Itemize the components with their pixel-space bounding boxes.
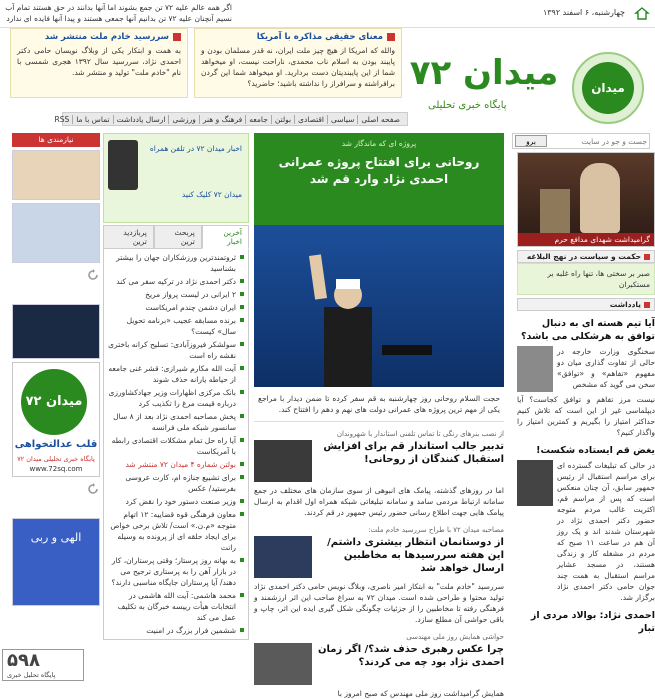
- photo-figure: [580, 163, 620, 233]
- mobile-app-ad[interactable]: [103, 133, 249, 223]
- section-title: حکمت و سیاست در نهج البلاغه: [526, 252, 641, 261]
- nav-society[interactable]: جامعه: [245, 115, 271, 124]
- ads-column: [12, 133, 100, 606]
- nav-culture[interactable]: فرهنگ و هنر: [199, 115, 245, 124]
- list-item[interactable]: برای تشییع جنازه ام، کارت عروسی بفرستید/ عکس: [108, 471, 244, 495]
- article-photo: [517, 460, 553, 506]
- center-column: [254, 133, 504, 699]
- ad-line: اخبار میدان ۷۲ در تلفن همراه: [149, 144, 242, 153]
- news-thumbnail[interactable]: [254, 536, 312, 578]
- logo-text: میدان ۷۲: [409, 53, 559, 93]
- quote-ticker[interactable]: اگر همه عالم علیه ۷۲ تن جمع بشوند اما آنها بدانند در حق هستند تمام آب نسیم آنچنان علیه ۷۲ تن بدانیم آنها جمعی هستند و پیدا آنها فایده ای ندارد: [5, 3, 232, 23]
- opinion-text: سخنگوی وزارت خارجه در حالی از تفاوت گذاری میان دو مفهوم «تفاهم» و «توافق» سخن می گوید که مشخص: [557, 347, 655, 389]
- nav-sports[interactable]: ورزشی: [168, 115, 198, 124]
- opinion-item[interactable]: [517, 609, 655, 635]
- news-item[interactable]: [254, 526, 504, 625]
- news-item[interactable]: [254, 430, 504, 518]
- phone-image: [108, 140, 138, 190]
- site-slogan: پایگاه خبری تحلیلی: [428, 100, 507, 111]
- news-thumbnail[interactable]: [254, 440, 312, 482]
- top-bar: [0, 0, 655, 28]
- nav-bulletin[interactable]: بولتن: [271, 115, 294, 124]
- news-title[interactable]: چرا عکس رهبری حذف شد؟/ اگر زمان احمدی نژاد بود چه می کردند؟: [317, 644, 504, 668]
- watermark-text: پایگاه تحلیل خبری: [7, 671, 56, 679]
- bullet-icon: [387, 33, 395, 41]
- photo-figure: [540, 189, 570, 237]
- ad-line: میدان ۷۲ کلیک کنید: [181, 190, 242, 199]
- opinion-title[interactable]: آیا تیم هسته ای به دنبال توافق به هرشکلی می باشد؟: [521, 318, 655, 342]
- reload-icon[interactable]: [86, 268, 100, 282]
- author-photo: [517, 346, 553, 392]
- calligraphy-ad[interactable]: [12, 518, 100, 606]
- list-item[interactable]: ۲ ایرانی در لیست پرواز مریخ: [108, 288, 244, 301]
- opinion-text: در حالی که تبلیغات گسترده ای برای مراسم استقبال از رئیس جمهور سابق، آن چنان منعکس است که پس از مراسم قم، اکثریت غالب مردم متوجه حضور دکتر احمدی نژاد در شهرستان شدند اند و یک روز آن هم در ساعت ۱۱ صبح که مردم در مشغله کار و زندگی هستند، در مسجد عشایر مراسم استقبال به همت چند جوان حامی دکتر احمدی نژاد برگزار شد.: [557, 461, 655, 602]
- search-button[interactable]: برو: [515, 135, 547, 147]
- section-header: [517, 298, 655, 311]
- search-box: [512, 133, 650, 149]
- promo-text: به همت و ابتکار یکی از وبلاگ نویسان حامی دکتر احمدی نژاد، سررسید سال ۱۳۹۲ هجری شمسی با نام "خادم ملت" تولید و منتشر شد.: [17, 46, 181, 77]
- featured-image[interactable]: [517, 152, 655, 247]
- news-title[interactable]: از دوستانمان انتظار بیشتری داشتم/ این هفته سررسیدها به مخاطبین ارسال خواهد شد: [327, 537, 504, 574]
- list-item[interactable]: محمد هاشمی: آیت الله هاشمی در انتخابات هیأت رییسه خبرگان به تکلیف عمل می کند: [108, 589, 244, 624]
- list-item[interactable]: ثروتمندترین ورزشکاران جهان را بیشتر بشناسید: [108, 251, 244, 275]
- ad-banner[interactable]: [12, 304, 100, 359]
- promo-small: پایگاه خبری تحلیلی میدان ۷۲: [17, 455, 95, 463]
- news-kicker: از نصب بنرهای رنگی تا تماس تلفنی استاندار با شهروندان: [336, 430, 504, 438]
- bullet-icon: [644, 302, 650, 308]
- right-column: [512, 152, 655, 638]
- promo-url: www.72sq.com: [29, 465, 83, 473]
- current-date: چهارشنبه، ۶ اسفند ۱۳۹۲: [542, 8, 625, 17]
- list-item[interactable]: بولتن شماره ۴ میدان ۷۲ منتشر شد: [108, 458, 244, 471]
- featured-caption[interactable]: گرامیداشت شهدای مدافع حرم: [518, 233, 654, 246]
- latest-news-column: [103, 133, 249, 640]
- opinion-title[interactable]: یغض قم ایستاده شکست!: [536, 445, 655, 456]
- nav-send-note[interactable]: ارسال یادداشت: [113, 115, 169, 124]
- badge-text: میدان: [582, 62, 634, 114]
- list-item[interactable]: ایران دشمن چندم امریکاست: [108, 301, 244, 314]
- news-tabs: [103, 225, 249, 249]
- tab-latest[interactable]: آخرین اخبار: [202, 225, 249, 249]
- list-item[interactable]: دکتر احمدی نژاد در ترکیه سفر می کند: [108, 275, 244, 288]
- news-kicker: حواشی همایش روز ملی مهندسی: [406, 633, 504, 641]
- list-item[interactable]: سولشکر فیروزآبادی: تسلیح کرانه باختری نقشه راه است: [108, 338, 244, 362]
- promo-title[interactable]: معنای حقیقی مذاکره با آمریکا: [256, 32, 383, 42]
- reload-icon[interactable]: [86, 482, 100, 496]
- logo-badge: [572, 52, 644, 124]
- list-item[interactable]: آیت الله مکارم شیرازی: قشر غنی جامعه از حیاطه یارانه حذف شوند: [108, 362, 244, 386]
- watermark-logo: [2, 649, 84, 681]
- logo-wordmark: [410, 52, 558, 92]
- bullet-icon: [173, 33, 181, 41]
- news-item[interactable]: [254, 633, 504, 699]
- nav-rss[interactable]: RSS: [54, 114, 70, 124]
- site-logo[interactable]: [410, 30, 650, 110]
- opinion-item[interactable]: [517, 444, 655, 603]
- classifieds-header[interactable]: نیازمندی ها: [12, 133, 100, 147]
- list-item[interactable]: به بهانه روز پرستار؛ وقتی پرستاران، کار در بازار آهن را به پرستاری ترجیح می دهند/ آیا پرستاران جایگاه مناسبی دارند؟: [108, 554, 244, 589]
- home-icon[interactable]: [635, 7, 649, 20]
- list-item[interactable]: برنده مسابقه عجیب «برنامه تحویل سال» کیست؟: [108, 314, 244, 338]
- nav-politics[interactable]: سیاسی: [327, 115, 357, 124]
- ad-banner[interactable]: [12, 203, 100, 263]
- search-input[interactable]: [549, 135, 647, 147]
- wisdom-box[interactable]: صبر بر سختی ها، تنها راه غلبه بر مستکبران: [517, 263, 655, 295]
- promo-text: والله که امریکا از هیچ چیز ملت ایران، نه قدر مسلمان بودن و پایبند بودن به اسلام ناب محمدی، ناراحت نیست، او میخواهد شما از این پایبندیتان دست بردارید. او میخواهد شما این گردن برافراشته و سرافراز را نداشته باشید؛ حاضرید؟: [201, 46, 395, 88]
- microphone-stand: [382, 345, 432, 355]
- promo-slogan: قلب عدالتخواهی: [14, 439, 98, 450]
- list-item[interactable]: وزیر صنعت دستور خود را نقض کرد: [108, 495, 244, 508]
- opinion-text-more: نیست مرز تفاهم و توافق کجاست؟ آیا دیپلماسی غیر از این است که تلاش کنیم حداکثر امتیاز را بگیریم و کمترین امتیاز را واگذار کنیم؟: [517, 395, 655, 437]
- promo-title[interactable]: سررسید خادم ملت منتشر شد: [44, 32, 169, 42]
- nav-home[interactable]: صفحه اصلی: [357, 115, 403, 124]
- news-summary: سررسید "خادم ملت" به ابتکار امیر ناصری، وبلاگ نویس حامی دکتر احمدی نژاد تولید محتوا و طراحی شده است. میدان ۷۲ به سراغ صاحب این اثر ارزشمند و فرهنگی رفته تا مخاطبین را از جزئیات چگونگی شکل گیری ایده این اثر، چاپ و باقی حواشی آن مطلع سازد.: [254, 582, 504, 624]
- list-item[interactable]: آیا راه حل تمام مشکلات اقتصادی رابطه با آمریکاست: [108, 434, 244, 458]
- news-summary: همایش گرامیداشت روز ملی مهندس که صبح امروز با: [337, 689, 504, 698]
- speaker-figure: [310, 251, 382, 387]
- lead-story-header[interactable]: [254, 133, 504, 225]
- tab-most-viewed[interactable]: پربازدید ترین: [103, 225, 154, 249]
- lead-kicker: پروژه ای که ماندگار شد: [341, 139, 417, 148]
- promo-badge: میدان ۷۲: [21, 369, 87, 435]
- opinion-item[interactable]: [517, 317, 655, 438]
- opinion-title[interactable]: احمدی نژاد: بوالاد مردی از تبار: [530, 610, 655, 634]
- lead-image[interactable]: [254, 225, 504, 387]
- news-thumbnail[interactable]: [254, 643, 312, 685]
- news-title[interactable]: تدبیر جالب استاندار قم برای افزایش استقبال کنندگان از روحانی!: [323, 441, 504, 465]
- section-title: یادداشت: [609, 300, 641, 309]
- promo-box-negotiation[interactable]: [194, 28, 402, 98]
- news-kicker: مصاحبه میدان ۷۲ با طراح سررسید خادم ملت:: [368, 526, 504, 534]
- list-item[interactable]: معاون فرهنگی قوه قضاییه: ۱۲ اتهام متوجه «م.ن.» است/ تلاش برخی خواص برای ایجاد حلقه ای از پرونده به وسیله رانت: [108, 508, 244, 554]
- tab-most-discussed[interactable]: پربحث ترین: [154, 225, 202, 249]
- ad-banner[interactable]: [12, 150, 100, 200]
- nav-economy[interactable]: اقتصادی: [294, 115, 327, 124]
- nav-contact[interactable]: تماس با ما: [72, 115, 112, 124]
- list-item[interactable]: پخش مصاحبه احمدی نژاد بعد از ۸ سال سانسور شبکه ملی فرانسه: [108, 410, 244, 434]
- calligraphy-text: الهی و ربی: [30, 531, 82, 544]
- lead-summary: حجت السلام روحانی روز چهارشنبه به قم سفر کرده تا ضمن دیدار با مراجع یکی از مهم ترین پروژه های عمرانی دولت های نهم و دهم را افتتاح کند.: [254, 387, 504, 422]
- promo-box-calendar[interactable]: [10, 28, 188, 98]
- watermark-number: ۵۹۸: [7, 650, 40, 671]
- news-summary: اما در روزهای گذشته، پیامک های انبوهی از سوی سازمان های مختلف در جمع سامانه ارتباط مردمی سامد و سامانه تبلیغاتی شبکه همراه اول اقدام به ارسال پیامک هایی جهت اطلاع رسانی حضور رئیس جمهور در قم کردند.: [254, 486, 504, 517]
- section-header: [517, 250, 655, 263]
- site-promo-ad[interactable]: [12, 362, 100, 477]
- news-list: [103, 249, 249, 640]
- list-item[interactable]: بانک مرکزی اظهارات وزیر جهادکشاورزی درباره قیمت مرغ را تکذیب کرد: [108, 386, 244, 410]
- lead-title[interactable]: روحانی برای افتتاح پروژه عمرانی احمدی نژاد وارد قم شد: [278, 155, 480, 186]
- bullet-icon: [644, 254, 650, 260]
- list-item[interactable]: ششمین فرار بزرگ در امنیت: [108, 624, 244, 637]
- main-nav: [54, 112, 408, 126]
